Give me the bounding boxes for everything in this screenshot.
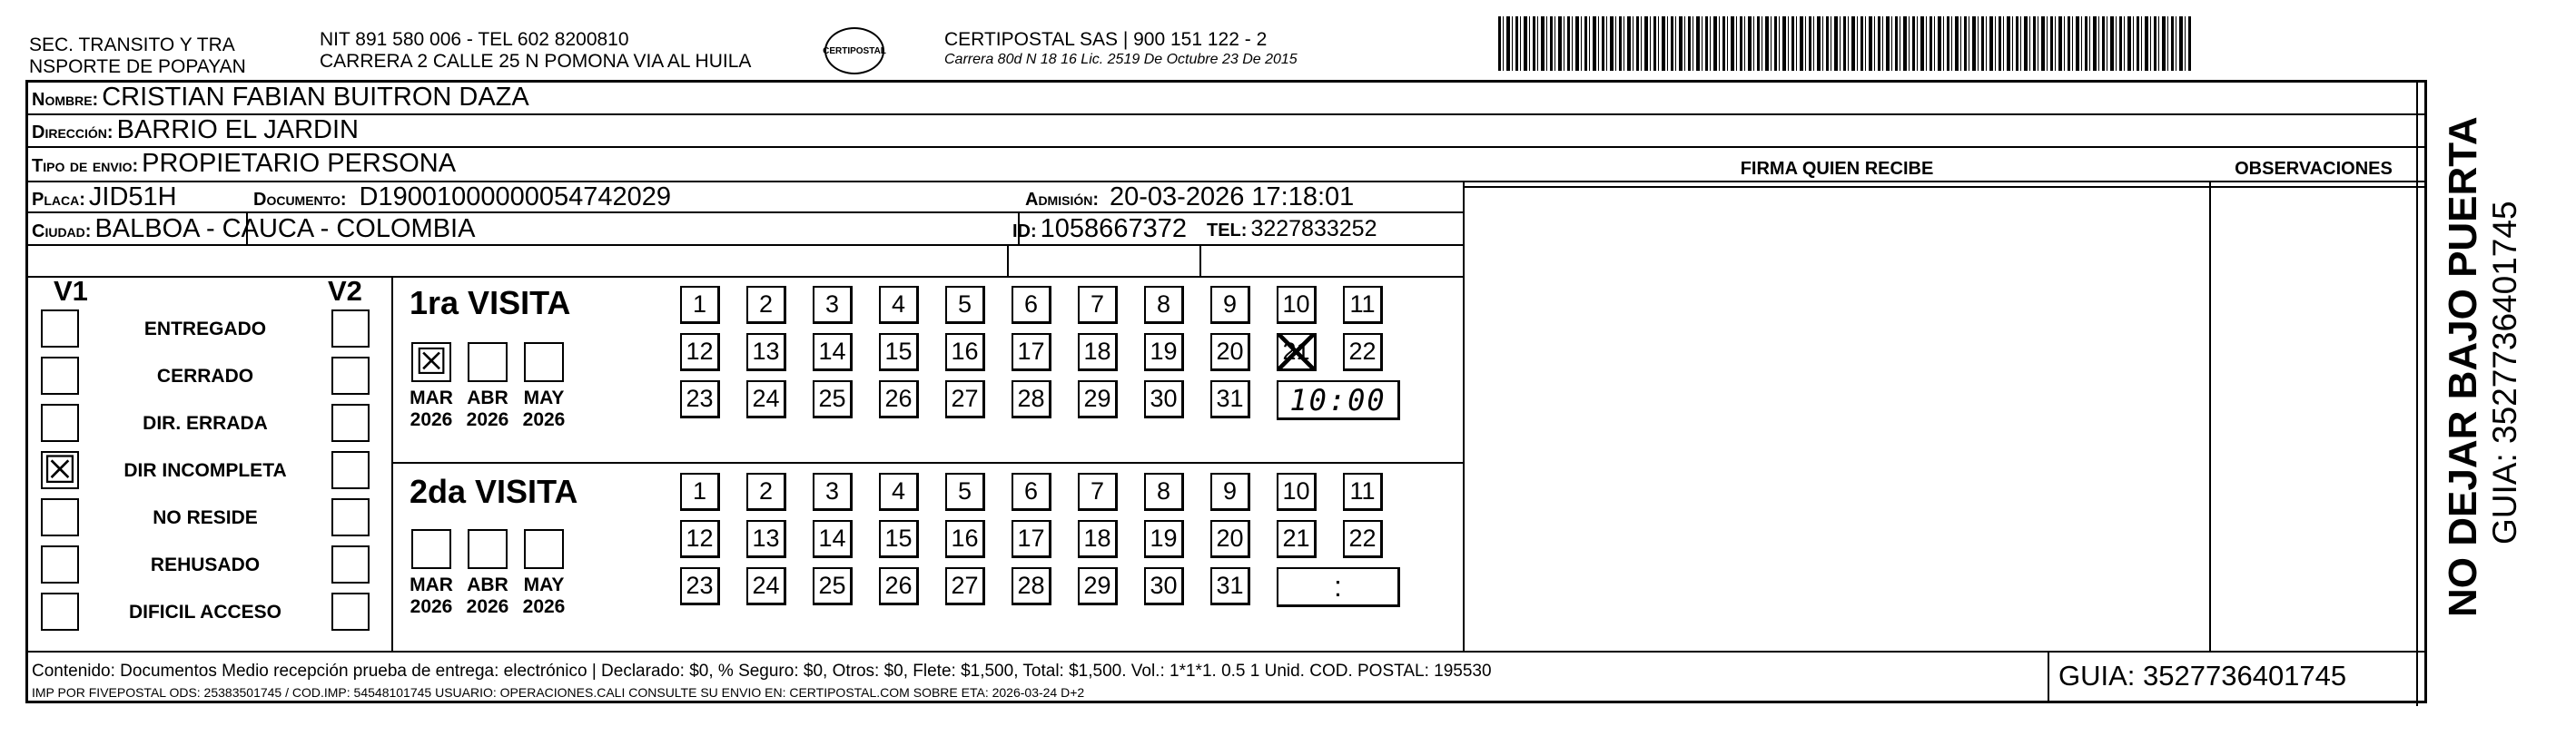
address-label: Dirección:	[32, 123, 114, 142]
city-value: BALBOA - CAUCA - COLOMBIA	[94, 214, 476, 243]
month-checkbox[interactable]	[524, 529, 564, 569]
month-name: MAR	[410, 388, 453, 408]
day-box[interactable]: 9	[1210, 286, 1250, 324]
day-box[interactable]: 1	[680, 286, 720, 324]
time-box[interactable]: 10:00	[1277, 380, 1400, 420]
day-box[interactable]: 16	[945, 520, 985, 558]
day-box[interactable]: 20	[1210, 333, 1250, 371]
imp-line: IMP POR FIVEPOSTAL ODS: 25383501745 / COD.IMP: 54548101745 USUARIO: OPERACIONES.CALI CONSULTE SU ENVIO EN: CERTIPOSTAL.COM SOBRE ETA: 2026-03-24 D+2	[32, 685, 1085, 700]
admission-value: 20-03-2026 17:18:01	[1110, 182, 1355, 211]
day-box[interactable]: 28	[1012, 567, 1051, 605]
v1-checkbox[interactable]	[41, 309, 79, 348]
day-box[interactable]: 6	[1012, 286, 1051, 324]
day-box[interactable]: 26	[879, 567, 919, 605]
admission-field	[1025, 182, 1354, 212]
day-box[interactable]: 13	[746, 333, 786, 371]
recipient-address-row	[32, 115, 359, 145]
day-box[interactable]: 25	[813, 380, 853, 418]
day-box[interactable]: 29	[1078, 380, 1118, 418]
time-box[interactable]: :	[1277, 567, 1400, 607]
day-box[interactable]: 13	[746, 520, 786, 558]
city-field	[32, 214, 475, 244]
month-name: MAY	[523, 574, 565, 595]
side-guide-number: GUIA: 3527736401745	[2486, 201, 2523, 545]
month-checkbox[interactable]	[468, 342, 508, 382]
day-box[interactable]: 12	[680, 520, 720, 558]
day-box[interactable]: 28	[1012, 380, 1051, 418]
reason-label: DIR INCOMPLETA	[123, 460, 287, 481]
observations-column-header: OBSERVACIONES	[2235, 159, 2393, 179]
month-year: 2026	[466, 409, 509, 430]
day-box[interactable]: 18	[1078, 333, 1118, 371]
day-box[interactable]: 27	[945, 567, 985, 605]
address-value: BARRIO EL JARDIN	[116, 115, 359, 144]
month-label	[404, 388, 459, 431]
recipient-name-row	[32, 83, 529, 113]
day-box[interactable]: 10	[1277, 473, 1317, 511]
day-box[interactable]: 19	[1144, 333, 1184, 371]
nit-line: NIT 891 580 006 - TEL 602 8200810	[320, 29, 629, 50]
type-label: Tipo de envio:	[32, 156, 139, 176]
day-box[interactable]: 14	[813, 333, 853, 371]
month-year: 2026	[410, 596, 453, 617]
v2-checkbox[interactable]	[331, 545, 370, 584]
license-line: Carrera 80d N 18 16 Lic. 2519 De Octubre 23 De 2015	[944, 52, 1298, 67]
day-box[interactable]: 11	[1343, 473, 1383, 511]
month-name: MAY	[523, 388, 565, 408]
v2-checkbox[interactable]	[331, 404, 370, 442]
month-label	[460, 388, 515, 431]
v1-checkbox[interactable]	[41, 545, 79, 584]
tel-value: 3227833252	[1250, 216, 1377, 241]
day-box[interactable]: 30	[1144, 567, 1184, 605]
month-label	[517, 388, 571, 431]
type-value: PROPIETARIO PERSONA	[142, 149, 457, 178]
content-line: Contenido: Documentos Medio recepción prueba de entrega: electrónico | Declarado: $0, % Seguro: $0, Otros: $0, Flete: $1,500, Total: $1,500. Vol.: 1*1*1. 0.5 1 Unid. COD. POSTAL: 195530	[32, 662, 1492, 681]
month-label	[404, 574, 459, 618]
day-box[interactable]: 2	[746, 286, 786, 324]
month-checkbox[interactable]	[524, 342, 564, 382]
tel-label: TEL:	[1207, 221, 1248, 240]
month-checkbox[interactable]	[468, 529, 508, 569]
day-box[interactable]: 23	[680, 380, 720, 418]
day-box[interactable]: 5	[945, 286, 985, 324]
name-value: CRISTIAN FABIAN BUITRON DAZA	[102, 83, 529, 112]
reason-label: NO RESIDE	[153, 507, 258, 528]
day-box[interactable]: 19	[1144, 520, 1184, 558]
sender-contact	[320, 29, 751, 73]
day-box[interactable]: 31	[1210, 380, 1250, 418]
v1-header: V1	[54, 275, 88, 307]
day-box[interactable]: 3	[813, 286, 853, 324]
visit-1-title: 1ra VISITA	[410, 284, 571, 321]
v2-checkbox[interactable]	[331, 593, 370, 631]
month-year: 2026	[410, 409, 453, 430]
day-box[interactable]: 12	[680, 333, 720, 371]
day-box[interactable]: 20	[1210, 520, 1250, 558]
document-field	[253, 182, 671, 212]
month-checkbox[interactable]: ☒	[411, 342, 451, 382]
day-box[interactable]: 5	[945, 473, 985, 511]
day-box[interactable]: 4	[879, 473, 919, 511]
sender-line-2: NSPORTE DE POPAYAN	[29, 56, 246, 77]
month-label	[517, 574, 571, 618]
day-box[interactable]: 7	[1078, 473, 1118, 511]
barcode	[1498, 16, 2193, 71]
sender-name	[29, 34, 246, 78]
day-box[interactable]: 29	[1078, 567, 1118, 605]
day-box[interactable]: 9	[1210, 473, 1250, 511]
day-box[interactable]: 22	[1343, 333, 1383, 371]
day-box[interactable]: 27	[945, 380, 985, 418]
document-label: Documento:	[253, 190, 347, 210]
v2-checkbox[interactable]	[331, 357, 370, 395]
shipment-type-row	[32, 149, 456, 179]
month-year: 2026	[522, 409, 566, 430]
day-box[interactable]: 26	[879, 380, 919, 418]
company-info	[944, 29, 1298, 69]
day-box[interactable]: 4	[879, 286, 919, 324]
reason-label: ENTREGADO	[143, 319, 267, 339]
day-box[interactable]: 23	[680, 567, 720, 605]
day-box[interactable]: 7	[1078, 286, 1118, 324]
day-box[interactable]: 15	[879, 333, 919, 371]
id-value: 1058667372	[1040, 214, 1187, 243]
day-box[interactable]: 6	[1012, 473, 1051, 511]
v2-checkbox[interactable]	[331, 498, 370, 536]
day-box[interactable]: 31	[1210, 567, 1250, 605]
day-box[interactable]: 21	[1277, 520, 1317, 558]
plate-label: Placa:	[32, 190, 85, 210]
reason-label: REHUSADO	[150, 555, 261, 575]
v1-checkbox[interactable]	[41, 593, 79, 631]
month-name: ABR	[467, 574, 508, 595]
day-box[interactable]: 24	[746, 567, 786, 605]
day-box[interactable]: 17	[1012, 333, 1051, 371]
reason-label: CERRADO	[156, 366, 254, 387]
v1-checkbox[interactable]	[41, 357, 79, 395]
day-box[interactable]: 11	[1343, 286, 1383, 324]
tel-field	[1207, 216, 1377, 242]
month-year: 2026	[466, 596, 509, 617]
signature-column-header: FIRMA QUIEN RECIBE	[1740, 159, 1934, 179]
month-name: ABR	[467, 388, 508, 408]
v1-checkbox[interactable]	[41, 498, 79, 536]
reason-label: DIFICIL ACCESO	[128, 602, 281, 623]
visit-2-title: 2da VISITA	[410, 473, 578, 510]
day-box[interactable]: 25	[813, 567, 853, 605]
document-value: D19001000000054742029	[359, 182, 672, 211]
reason-label: DIR. ERRADA	[143, 413, 268, 434]
day-box[interactable]: 8	[1144, 473, 1184, 511]
day-box[interactable]: 17	[1012, 520, 1051, 558]
city-label: Ciudad:	[32, 221, 92, 241]
plate-field	[32, 182, 177, 212]
v1-checkbox[interactable]: ☒	[41, 451, 79, 489]
v2-checkbox[interactable]	[331, 309, 370, 348]
day-box[interactable]: 10	[1277, 286, 1317, 324]
day-box[interactable]: 1	[680, 473, 720, 511]
day-box[interactable]: 30	[1144, 380, 1184, 418]
sender-line-1: SEC. TRANSITO Y TRA	[29, 34, 235, 55]
day-box[interactable]: 16	[945, 333, 985, 371]
day-box[interactable]: 24	[746, 380, 786, 418]
day-box[interactable]: 3	[813, 473, 853, 511]
month-name: MAR	[410, 574, 453, 595]
v1-checkbox[interactable]	[41, 404, 79, 442]
v2-checkbox[interactable]	[331, 451, 370, 489]
day-box[interactable]: 22	[1343, 520, 1383, 558]
admission-label: Admisión:	[1025, 190, 1099, 210]
month-checkbox[interactable]	[411, 529, 451, 569]
day-box[interactable]: 21	[1277, 333, 1317, 371]
footer-guide-number: GUIA: 3527736401745	[2058, 660, 2347, 692]
certipostal-logo: CERTIPOSTAL	[824, 27, 884, 74]
name-label: Nombre:	[32, 90, 99, 110]
day-box[interactable]: 15	[879, 520, 919, 558]
month-year: 2026	[522, 596, 566, 617]
sender-address-line: CARRERA 2 CALLE 25 N POMONA VIA AL HUILA	[320, 51, 752, 72]
day-box[interactable]: 14	[813, 520, 853, 558]
company-line: CERTIPOSTAL SAS | 900 151 122 - 2	[944, 29, 1268, 50]
day-box[interactable]: 8	[1144, 286, 1184, 324]
no-dejar-warning: NO DEJAR BAJO PUERTA	[2441, 116, 2485, 617]
plate-value: JID51H	[88, 182, 177, 211]
day-box[interactable]: 2	[746, 473, 786, 511]
v2-header: V2	[328, 275, 362, 307]
delivery-form	[25, 80, 2427, 703]
month-label	[460, 574, 515, 618]
day-box[interactable]: 18	[1078, 520, 1118, 558]
id-field	[1012, 214, 1187, 244]
id-label: ID:	[1012, 221, 1037, 241]
